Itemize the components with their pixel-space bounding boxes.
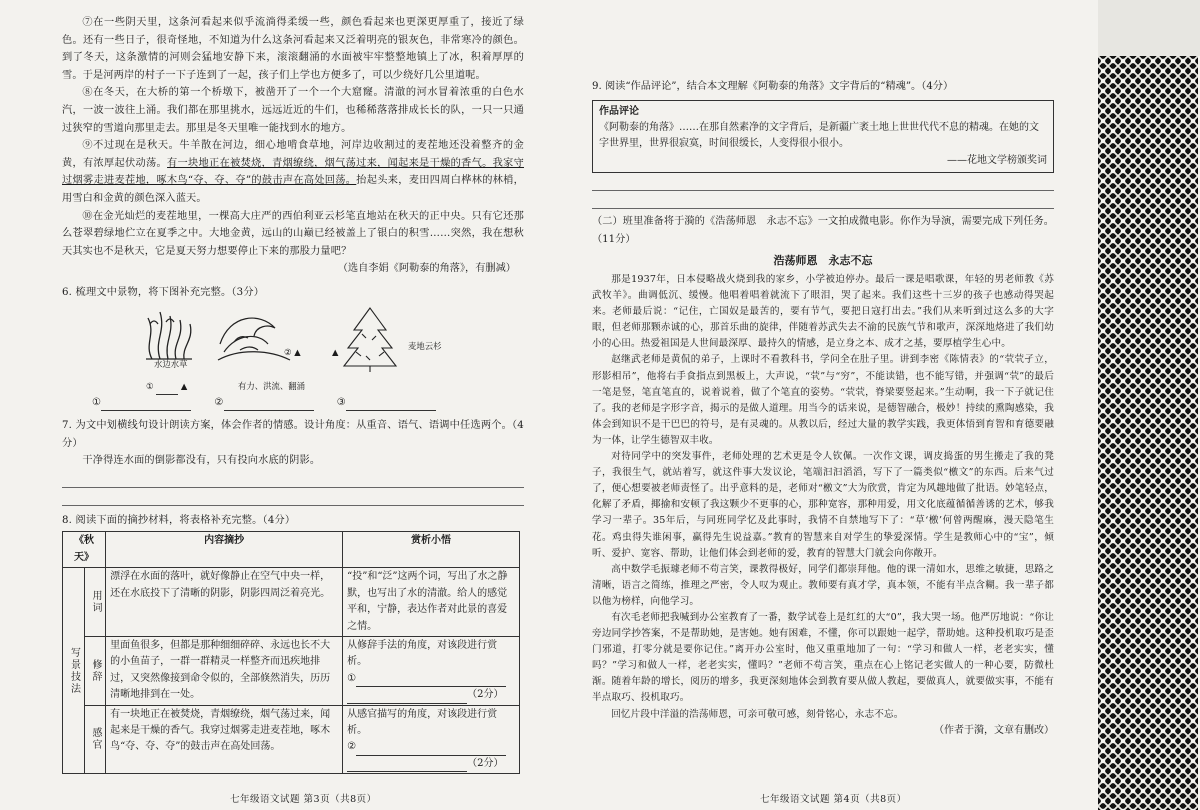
score-label: （2分）: [467, 757, 504, 769]
answer-field[interactable]: [356, 743, 506, 756]
review-credit: ——花地文学榜颁奖词: [947, 154, 1047, 166]
question-8: 8. 阅读下面的摘抄材料，将表格补充完整。（4分）: [62, 514, 296, 526]
q8-table: [62, 531, 520, 774]
score-label: （2分）: [467, 689, 504, 701]
answer-blank-row: [347, 739, 515, 755]
row-note-cell: [343, 705, 520, 774]
paragraph-7: ⑦在一些阴天里，这条河看起来似乎流淌得柔缓一些，颜色看起来也更深更厚重了，接近了绿色。还有一些日子，很奇怪地，不知道为什么这条河看起来又泛着明亮的银灰色，非常寒冷的颜色。到了冬天，这条激情的河则会猛地安静下来，滚滚翻涌的水面被牢牢整整地镇上了冰，积着厚厚的雪。于是河两岸的村子一下子连到了一起，孩子们上学也方便多了，可以少绕好几公里道呢。: [62, 17, 524, 81]
paragraph-10: ⑩在金光灿烂的麦茬地里，一棵高大庄严的西伯利亚云杉笔直地站在秋天的正中央。只有它还那么苍翠碧绿地伫立在夏季之中。大地金黄，远山的山巅已经被盖上了银白的积雪……突然，我在想秋天其实也不是秋天，它是夏天努力想要停止下来的那股力量吧？: [62, 210, 524, 257]
q7-sentence: 干净得连水面的倒影都没有，只有投向水底的阴影。: [82, 455, 321, 467]
arrow-triangle: ▲: [294, 346, 301, 357]
table-head-content: 内容摘抄: [106, 532, 343, 568]
left-footer: 七年级语文试题 第3页（共8页）: [230, 794, 377, 805]
article-title: 浩荡师恩 永志不忘: [773, 254, 873, 268]
article-paragraph: 那是1937年，日本侵略战火烧到我的家乡，小学被迫停办。最后一课是唱歌课，年轻的男老师教《苏武牧羊》。曲调低沉、缓慢。他唱着唱着就流下了眼泪，哭了起来。我们这些十三岁的孩子也感动得哭起来。老师最后说：“记住，亡国奴是最苦的，要有节气，要把日寇打出去。”我们从来听到过这么多的大字眼，但老师那颗赤诚的心，那首乐曲的旋律，伴随着苏武失去不渝的民族气节和歌声，深深地烙进了我们幼小的心田。热爱祖国是人世间最深厚、最持久的情感，是立身之本、成才之基，要厚植学生心中。: [592, 274, 1054, 350]
group-label: 写景技法: [63, 568, 85, 774]
spruce-label: 麦地云杉: [408, 340, 442, 351]
row-note: 从修辞手法的角度，对该段进行赏析。: [347, 639, 498, 668]
table-head-book: 《秋天》: [63, 532, 106, 568]
blank-label: ②: [347, 741, 357, 753]
article-paragraph: 有次毛老师把我喊到办公室教育了一番，数学试卷上是红红的大“0”，我大哭一场。他严厉地说：“你让旁边同学抄答案，不是帮助她，是害她。她有困难，不懂，你可以跟她一起学，帮助她。这种投机取巧是歪门邪道，打零分就是要你记住。”离开办公室时，他又重重地加了一句：“学习和做人一样，老老实实，懂吗？”学习和做人一样，老老实实，懂吗？”老师不苟言笑，重点在心上铭记老实做人的一种心要，防微杜渐。随着年龄的增长，阅历的增多，我更深刻地体会到教育要从做人教起，要做真人，就要做实事，不能有半点取巧、投机取巧。: [592, 611, 1054, 704]
left-page: [62, 0, 524, 774]
blank-2-marker: [284, 344, 301, 362]
paragraph-9: [62, 137, 524, 207]
answer-3-label: ③: [336, 396, 346, 408]
source-note: （选自李娟《阿勒泰的角落》，有删减）: [337, 263, 516, 275]
answer-1-label: ①: [92, 396, 102, 408]
review-box: [592, 100, 1054, 174]
decorative-border-pattern: [1098, 56, 1198, 810]
section-2-intro: （二）班里准备将于漪的《浩荡师恩 永志不忘》一文拍成微电影。你作为导演，需要完成下列任务。（11分）: [592, 216, 1054, 245]
answer-blank-row: [347, 671, 515, 687]
question-6: 6. 梳理文中景物，将下图补充完整。（3分）: [62, 286, 265, 298]
scenery-diagram: [62, 304, 524, 404]
review-title: 作品评论: [599, 105, 639, 117]
blank-2-label: ②: [284, 346, 292, 357]
article-closing: 回忆片段中洋溢的浩荡师恩，可亲可敬可感，刻骨铭心，永志不忘。: [611, 708, 904, 720]
margin-strip-top: [1098, 0, 1200, 56]
paragraph-9-end: 抬起头来，麦田四周白桦林的林梢，用雪白和金黄的颜色深入蓝天。: [62, 175, 525, 204]
table-row: [63, 568, 520, 637]
row-content: 有一块地正在被焚烧，青烟缭绕，烟气荡过来，闻起来是干燥的香气。我穿过烟雾走进麦茬地，啄木鸟“夺、夺、夺”的鼓击声在高处回荡。: [106, 705, 343, 774]
spruce-icon: [344, 308, 396, 372]
answer-blank-row: [347, 687, 515, 703]
row-content: 漂浮在水面的落叶，就好像静止在空气中央一样，还在水底投下了清晰的阴影，阴影四周泛着亮光。: [106, 568, 343, 637]
paragraph-9-start: ⑨不过现在是秋天。牛羊散在河边，细心地啃食草地，河岸边收割过的麦茬地还没着整齐的金黄，有浓厚起伏动荡。: [62, 140, 524, 169]
article-paragraph: 对待同学中的突发事件，老师处理的艺术更是令人钦佩。一次作文课，调皮捣蛋的男生搬走了我的凳子，我很生气，就站着写，就这件事大发议论，笔端汩汩滔滔，写下了一篇类似“檄文”的东西。后来气过了，便心想要被老师责怪了。出乎意料的是，老师对“檄文”大为欣赏，肯定为风趣地做了批语。妙笔轻点，化解了矛盾，揶揄和安顿了我这颗少不更事的心，那种宽容，那种用爱，用文化底蕴循循善诱的艺术，够我学习一辈子。35年后，与同班同学忆及此事时，我情不自禁地写下了：“草‘檄’何曾两醒麻，漫天隐笔生花。鸡虫得失谁闲事，赢得先生说益嘉。”教育的智慧来自对学生的挚爱深情。学生是教师心中的“宝”，倾听、爱护、宽容、帮助，让他们体会到老师的爱，教育的智慧大门就会向你敞开。: [592, 451, 1054, 559]
blank-1-label: ①: [146, 380, 154, 391]
q7-answer-line-2[interactable]: [62, 491, 524, 506]
answer-field[interactable]: [356, 674, 506, 687]
row-note-cell: [343, 636, 520, 705]
row-content: 里面鱼很多，但都是那种细细碎碎、永远也长不大的小鱼苗子，一群一群精灵一样整齐而迅疾地排过，又突然像接到命令似的，全部倏然消失，历历清晰地排到在一处。: [106, 636, 343, 705]
water-grass-icon: [146, 312, 192, 359]
water-grass-label: 水边水草: [154, 358, 188, 369]
row-label: 感官: [84, 705, 106, 774]
row-label: 修辞: [84, 636, 106, 705]
row-note: 从感官描写的角度，对该段进行赏析。: [347, 708, 498, 736]
wave-icon: [218, 318, 290, 360]
answer-blank-row: [347, 756, 515, 772]
review-text: 《阿勒泰的角落》……在那自然素净的文字背后，是新疆广袤土地上世世代代不息的精魂。在她的文字世界里，世界很寂寞，时间很缓长，人变得很小很小。: [599, 122, 1039, 150]
article-body: [592, 272, 1054, 739]
question-9: 9. 阅读“作品评论”，结合本文理解《阿勒泰的角落》文字背后的“精魂”。（4分）: [592, 81, 954, 92]
answer-2-label: ②: [214, 396, 224, 408]
q9-answer-line-1[interactable]: [592, 176, 1054, 191]
table-row: [63, 636, 520, 705]
article-paragraph: 高中数学毛振璩老师不苟言笑，课教得极好，同学们都崇拜他。他的课一清如水，思维之敏捷，思路之清晰，语言之简练，推理之严密，令人叹为观止。教师要有真才学，真本领，不能有半点含糊。我一辈子都以他为榜样，向他学习。: [592, 563, 1054, 607]
article-credit: （作者于漪，文章有删改）: [934, 724, 1054, 736]
q9-answer-line-2[interactable]: [592, 194, 1054, 209]
question-7: 7. 为文中划横线句设计朗读方案，体会作者的情感。设计角度：从重音、语气、语调中任选两个。（4分）: [62, 420, 524, 449]
arrow-triangle-right: ▲: [332, 346, 339, 357]
right-page: [592, 0, 1054, 739]
table-head-note: 赏析小悟: [343, 532, 520, 568]
right-footer: 七年级语文试题 第4页（共8页）: [760, 794, 907, 805]
underlined-sentence: 有一块地正在被焚烧，青烟缭绕，烟气荡过来，闻起来是干燥的香气。我家守过烟雾走进麦茬地，啄木鸟“夺、夺、夺”的鼓击声在高处回荡。: [62, 157, 524, 187]
blank-1-line[interactable]: [156, 382, 178, 395]
answer-field[interactable]: [347, 691, 467, 704]
table-row: [63, 705, 520, 774]
middle-keywords: 有力、洪流、翻涌: [238, 380, 305, 391]
paragraph-8: ⑧在冬天，在大桥的第一个桥墩下，被凿开了一个一个大窟窿。清澈的河水冒着浓重的白色水汽，一波一波往上涌。我们都在那里挑水，远远近近的牛们，也稀稀落落排成长长的队，一只一只通过狭窄的雪道向那里走去。那里是冬天里唯一能找到水的地方。: [62, 87, 524, 134]
row-note: “投”和“泛”这两个词，写出了水之静默，也写出了水的清澈。给人的感觉平和，宁静，表达作者对此景的喜爱之情。: [343, 568, 520, 637]
article-paragraph: 赵继武老师是黄侃的弟子，上课时不看教科书，学问全在肚子里。讲到李密《陈情表》的“茕茕孑立，形影相吊”，他将右手食指点到黑板上，大声说，“茕”与“穷”，不能读错，也不能写错，并强调“茕”的最后一笔是竖，笔直笔直的，说着说着，做了个笔直的姿势。“茕茕，脊梁要竖起来。”生动啊，我一下子就记住了。我的老师是字形字音，揭示的是做人道理。用当今的话来说，是德智融合，极妙！持续的熏陶感染，我体会到知识不是干巴巴的符号，是有灵魂的。从教以后，经过大量的教学实践，我更体悟到育智和育德要融为一体，让学生德智双丰收。: [592, 354, 1054, 446]
blank-1-marker: ① ▲: [146, 378, 187, 396]
row-label: 用词: [84, 568, 106, 637]
blank-label: ①: [347, 672, 357, 684]
q7-answer-line-1[interactable]: [62, 473, 524, 488]
answer-field[interactable]: [347, 759, 467, 772]
